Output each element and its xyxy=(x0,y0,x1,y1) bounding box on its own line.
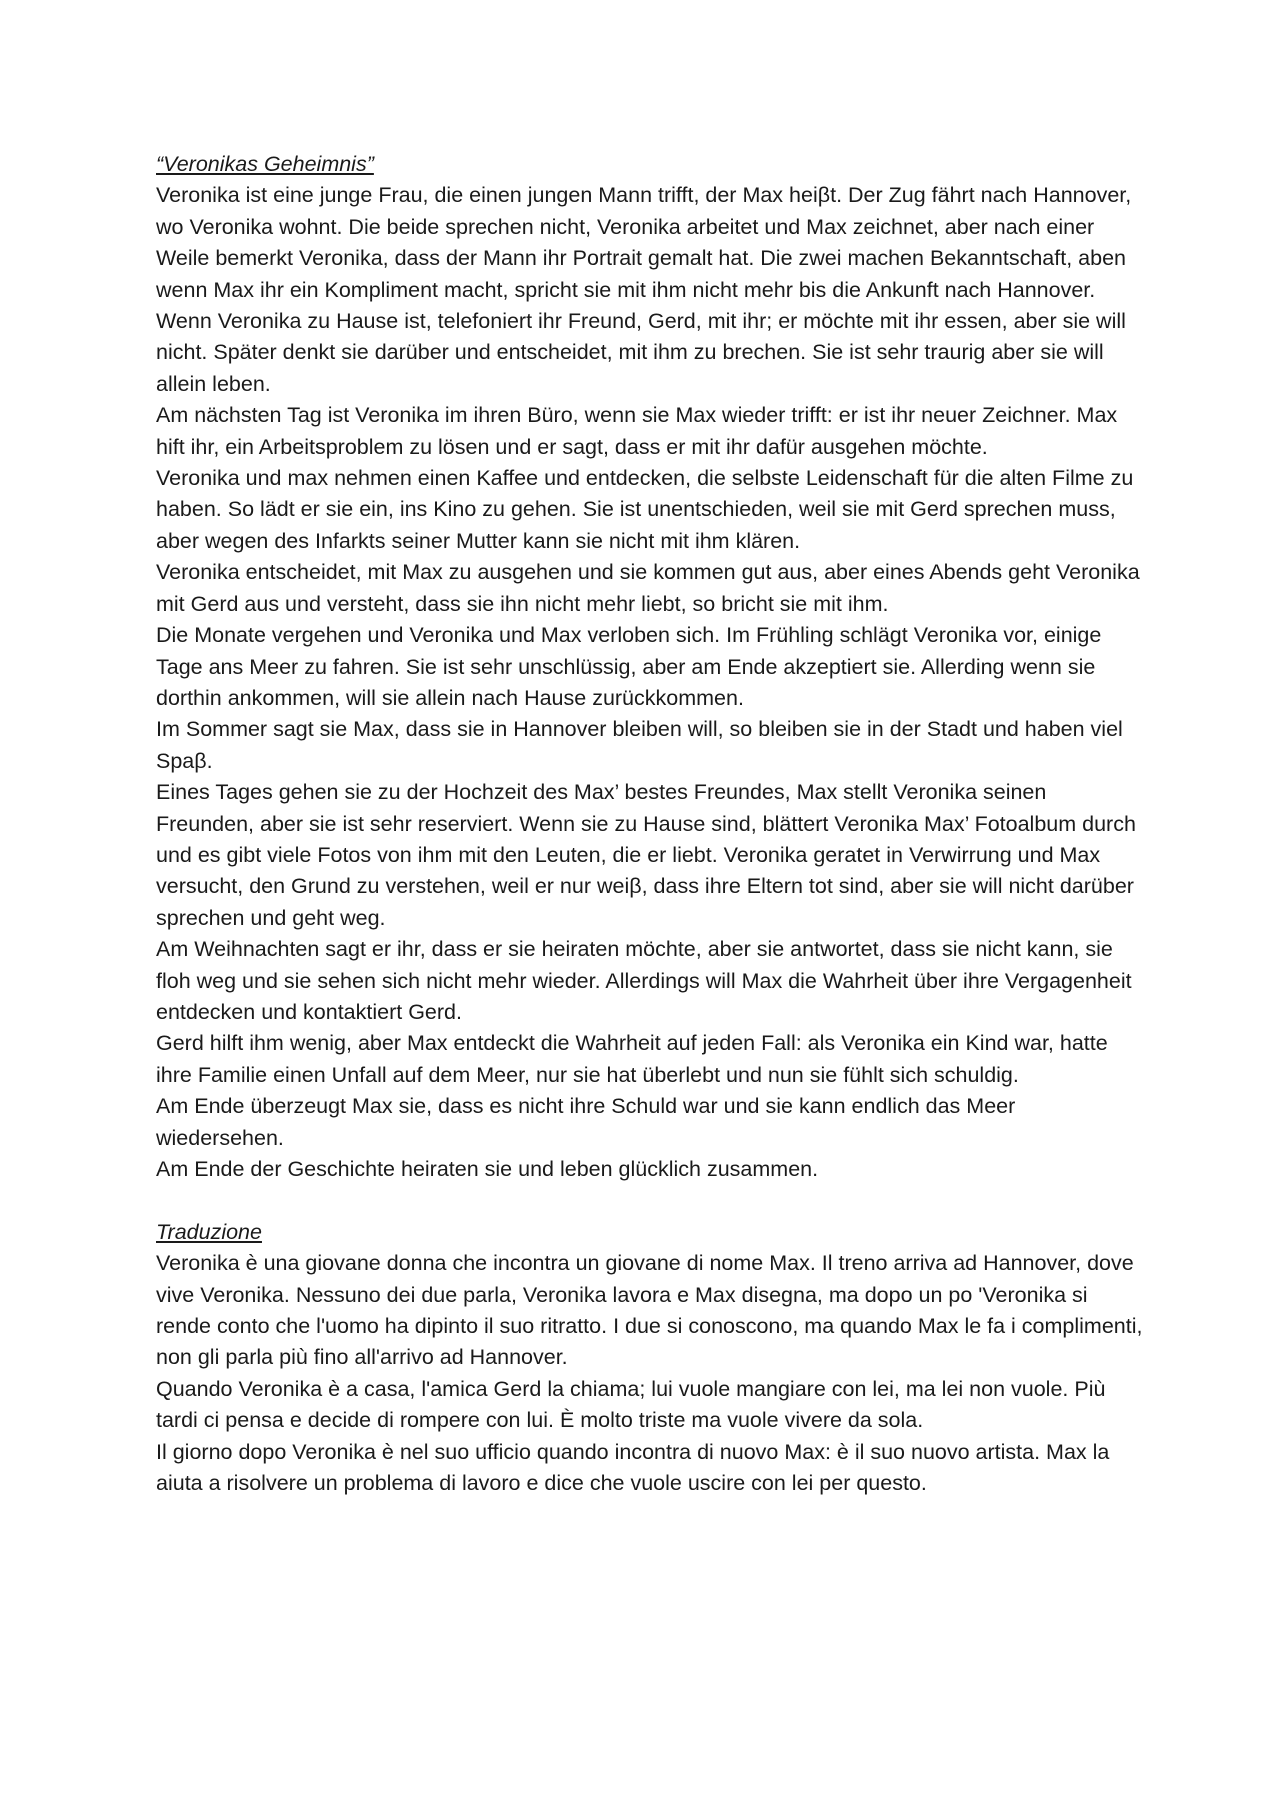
paragraph: Eines Tages gehen sie zu der Hochzeit des Max’ bestes Freundes, Max stellt Veronika seinen Freunden, aber sie ist sehr reserviert. Wenn sie zu Hause sind, blättert Veronika Max’ Fotoalbum durch und es gibt viele Fotos von ihm mit den Leuten, die er liebt. Veronika geratet in Verwirrung und Max versucht, den Grund zu verstehen, weil er nur weiβ, dass ihre Eltern tot sind, aber sie will nicht darüber sprechen und geht weg. xyxy=(156,780,1136,930)
german-section xyxy=(156,149,1146,1185)
paragraph: Am Ende der Geschichte heiraten sie und leben glücklich zusammen. xyxy=(156,1157,819,1181)
paragraph: Veronika entscheidet, mit Max zu ausgehen und sie kommen gut aus, aber eines Abends geht Veronika mit Gerd aus und versteht, dass sie ihn nicht mehr liebt, so bricht sie mit ihm. xyxy=(156,560,1140,616)
section-spacer xyxy=(156,1185,1146,1216)
paragraph: Veronika ist eine junge Frau, die einen jungen Mann trifft, der Max heiβt. Der Zug fährt nach Hannover, wo Veronika wohnt. Die beide sprechen nicht, Veronika arbeitet und Max zeichnet, aber nach einer Weile bemerkt Veronika, dass der Mann ihr Portrait gemalt hat. Die zwei machen Bekanntschaft, aben wenn Max ihr ein Kompliment macht, spricht sie mit ihm nicht mehr bis die Ankunft nach Hannover. xyxy=(156,183,1132,302)
translation-title: Traduzione xyxy=(156,1219,262,1244)
paragraph: Veronika è una giovane donna che incontra un giovane di nome Max. Il treno arriva ad Hannover, dove vive Veronika. Nessuno dei due parla, Veronika lavora e Max disegna, ma dopo un po 'Veronika si rende conto che l'uomo ha dipinto il suo ritratto. I due si conoscono, ma quando Max le fa i complimenti, non gli parla più fino all'arrivo ad Hannover. xyxy=(156,1251,1143,1370)
paragraph: Veronika und max nehmen einen Kaffee und entdecken, die selbste Leidenschaft für die alten Filme zu haben. So lädt er sie ein, ins Kino zu gehen. Sie ist unentschieden, weil sie mit Gerd sprechen muss, aber wegen des Infarkts seiner Mutter kann sie nicht mit ihm klären. xyxy=(156,466,1134,553)
paragraph: Am nächsten Tag ist Veronika im ihren Büro, wenn sie Max wieder trifft: er ist ihr neuer Zeichner. Max hift ihr, ein Arbeitsproblem zu lösen und er sagt, dass er mit ihr dafür ausgehen möchte. xyxy=(156,403,1118,459)
paragraph: Am Ende überzeugt Max sie, dass es nicht ihre Schuld war und sie kann endlich das Meer wiedersehen. xyxy=(156,1094,1016,1150)
paragraph: Quando Veronika è a casa, l'amica Gerd la chiama; lui vuole mangiare con lei, ma lei non vuole. Più tardi ci pensa e decide di rompere con lui. È molto triste ma vuole vivere da sola. xyxy=(156,1376,1106,1433)
document-body xyxy=(156,149,1146,1499)
paragraph: Im Sommer sagt sie Max, dass sie in Hannover bleiben will, so bleiben sie in der Stadt und haben viel Spaβ. xyxy=(156,717,1123,773)
paragraph: Wenn Veronika zu Hause ist, telefoniert ihr Freund, Gerd, mit ihr; er möchte mit ihr essen, aber sie will nicht. Später denkt sie darüber und entscheidet, mit ihm zu brechen. Sie ist sehr traurig aber sie will allein leben. xyxy=(156,309,1126,396)
paragraph: Die Monate vergehen und Veronika und Max verloben sich. Im Frühling schlägt Veronika vor, einige Tage ans Meer zu fahren. Sie ist sehr unschlüssig, aber am Ende akzeptiert sie. Allerding wenn sie dorthin ankommen, will sie allein nach Hause zurückkommen. xyxy=(156,623,1102,710)
italian-section xyxy=(156,1217,1146,1500)
paragraph: Il giorno dopo Veronika è nel suo ufficio quando incontra di nuovo Max: è il suo nuovo artista. Max la aiuta a risolvere un problema di lavoro e dice che vuole uscire con lei per questo. xyxy=(156,1439,1110,1496)
paragraph: Gerd hilft ihm wenig, aber Max entdeckt die Wahrheit auf jeden Fall: als Veronika ein Kind war, hatte ihre Familie einen Unfall auf dem Meer, nur sie hat überlebt und nun sie fühlt sich schuldig. xyxy=(156,1031,1108,1087)
story-title: “Veronikas Geheimnis” xyxy=(156,152,374,176)
paragraph: Am Weihnachten sagt er ihr, dass er sie heiraten möchte, aber sie antwortet, dass sie nicht kann, sie floh weg und sie sehen sich nicht mehr wieder. Allerdings will Max die Wahrheit über ihre Vergagenheit entdecken und kontaktiert Gerd. xyxy=(156,937,1132,1024)
